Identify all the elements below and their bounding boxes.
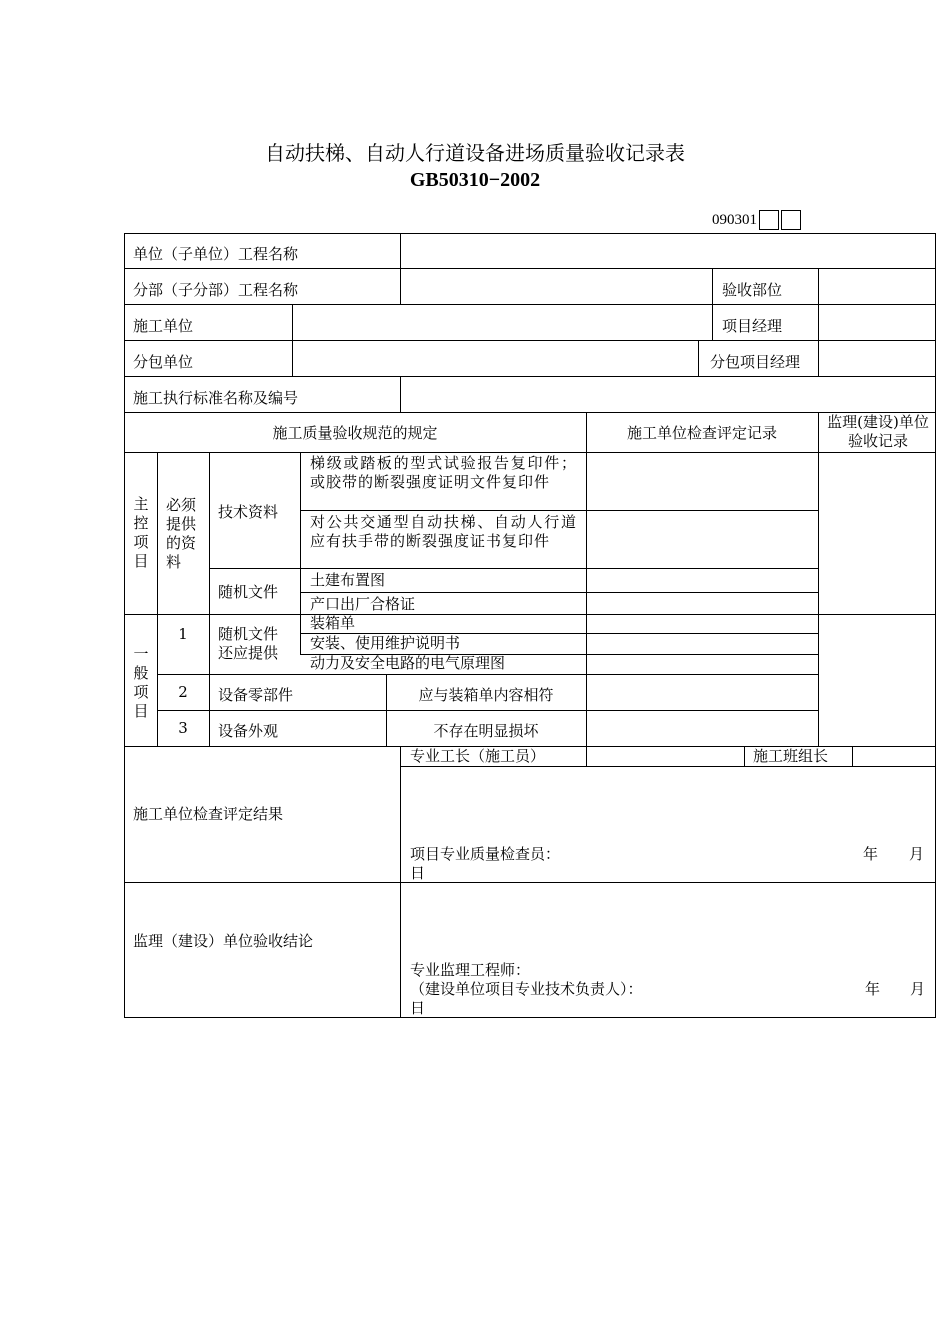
random-extra-docs-label: 随机文件还应提供 [218, 625, 279, 662]
grid-line [157, 710, 818, 711]
supervising-engineer-label: 专业监理工程师： [410, 961, 531, 979]
general-item-number-1: 1 [178, 625, 188, 643]
grid-line [124, 233, 125, 1018]
grid-line [400, 746, 401, 1018]
main-items-label: 主控项目 [133, 495, 149, 570]
grid-line [586, 746, 587, 766]
grid-line [400, 376, 401, 412]
random-doc-item-2: 产口出厂合格证 [310, 595, 416, 613]
team-leader-label: 施工班组长 [753, 747, 829, 765]
grid-line [818, 304, 819, 340]
acceptance-part-label: 验收部位 [722, 281, 783, 299]
grid-line [124, 376, 936, 377]
conclusion-year-label: 年 [865, 980, 881, 998]
grid-line [698, 340, 699, 376]
grid-line [157, 452, 158, 747]
general-items-label: 一般项目 [133, 645, 149, 720]
parts-label: 设备零部件 [218, 686, 294, 704]
subcontract-pm-label: 分包项目经理 [710, 353, 801, 371]
grid-line [209, 452, 210, 674]
grid-line [124, 233, 936, 234]
grid-line [400, 233, 401, 268]
code-box-1[interactable] [759, 210, 779, 230]
grid-line [300, 592, 818, 593]
parts-requirement: 应与装箱单内容相符 [418, 686, 554, 704]
unit-project-label: 单位（子单位）工程名称 [133, 245, 299, 263]
grid-line [744, 746, 745, 766]
owner-representative-label: （建设单位项目专业技术负责人）： [410, 980, 643, 998]
quality-inspector-label: 项目专业质量检查员： [410, 845, 561, 863]
construction-unit-label: 施工单位 [133, 317, 194, 335]
grid-line [124, 1017, 936, 1018]
general-item-number-2: 2 [178, 683, 188, 701]
grid-line [157, 674, 818, 675]
grid-line [292, 304, 293, 340]
foreman-label: 专业工长（施工员） [410, 747, 546, 765]
grid-line [124, 268, 936, 269]
general-doc-item-1a: 装箱单 [310, 614, 356, 632]
sub-project-label: 分部（子分部）工程名称 [133, 281, 299, 299]
grid-line [292, 340, 293, 376]
conclusion-month-label: 月 [910, 980, 926, 998]
code-box-2[interactable] [781, 210, 801, 230]
grid-line [209, 674, 210, 746]
grid-line [852, 746, 853, 766]
grid-line [818, 340, 819, 376]
spec-column-header: 施工质量验收规范的规定 [272, 424, 438, 442]
tech-doc-item-2: 对公共交通型自动扶梯、自动人行道应有扶手带的断裂强度证书复印件 [310, 513, 577, 550]
document-title: 自动扶梯、自动人行道设备进场质量验收记录表 [265, 141, 685, 165]
appearance-label: 设备外观 [218, 722, 279, 740]
random-doc-item-1: 土建布置图 [310, 571, 386, 589]
required-docs-label: 必须提供的资料 [166, 496, 197, 571]
acceptance-form-table [124, 233, 936, 1018]
grid-line [818, 268, 819, 304]
general-item-number-3: 3 [178, 719, 188, 737]
appearance-requirement: 不存在明显损坏 [433, 722, 539, 740]
tech-doc-item-1: 梯级或踏板的型式试验报告复印件；或胶带的断裂强度证明文件复印件 [310, 454, 577, 491]
grid-line [124, 882, 936, 883]
tech-docs-label: 技术资料 [218, 503, 279, 521]
grid-line [124, 452, 936, 453]
standard-code: GB50310−2002 [409, 169, 541, 191]
conclusion-day-label: 日 [410, 999, 426, 1017]
form-code: 090301 [712, 212, 757, 228]
grid-line [124, 614, 936, 615]
supervision-column-header: 监理(建设)单位验收记录 [827, 413, 929, 450]
grid-line [300, 452, 301, 654]
result-month-label: 月 [909, 845, 925, 863]
random-docs-label: 随机文件 [218, 583, 279, 601]
grid-line [818, 412, 819, 746]
supervision-conclusion-label: 监理（建设）单位验收结论 [133, 932, 314, 950]
form-number [712, 210, 801, 230]
grid-line [400, 766, 936, 767]
result-year-label: 年 [863, 845, 879, 863]
grid-line [712, 304, 713, 340]
grid-line [124, 340, 936, 341]
result-day-label: 日 [410, 864, 426, 882]
grid-line [586, 412, 587, 746]
grid-line [300, 510, 818, 511]
grid-line [935, 233, 936, 1018]
check-record-column-header: 施工单位检查评定记录 [626, 424, 777, 442]
grid-line [400, 268, 401, 304]
construction-result-label: 施工单位检查评定结果 [133, 805, 284, 823]
standard-name-label: 施工执行标准名称及编号 [133, 389, 299, 407]
general-doc-item-1b: 安装、使用维护说明书 [310, 634, 461, 652]
grid-line [712, 268, 713, 304]
grid-line [124, 412, 936, 413]
general-doc-item-1c: 动力及安全电路的电气原理图 [310, 654, 506, 672]
grid-line [124, 304, 936, 305]
project-manager-label: 项目经理 [722, 317, 783, 335]
subcontract-unit-label: 分包单位 [133, 353, 194, 371]
